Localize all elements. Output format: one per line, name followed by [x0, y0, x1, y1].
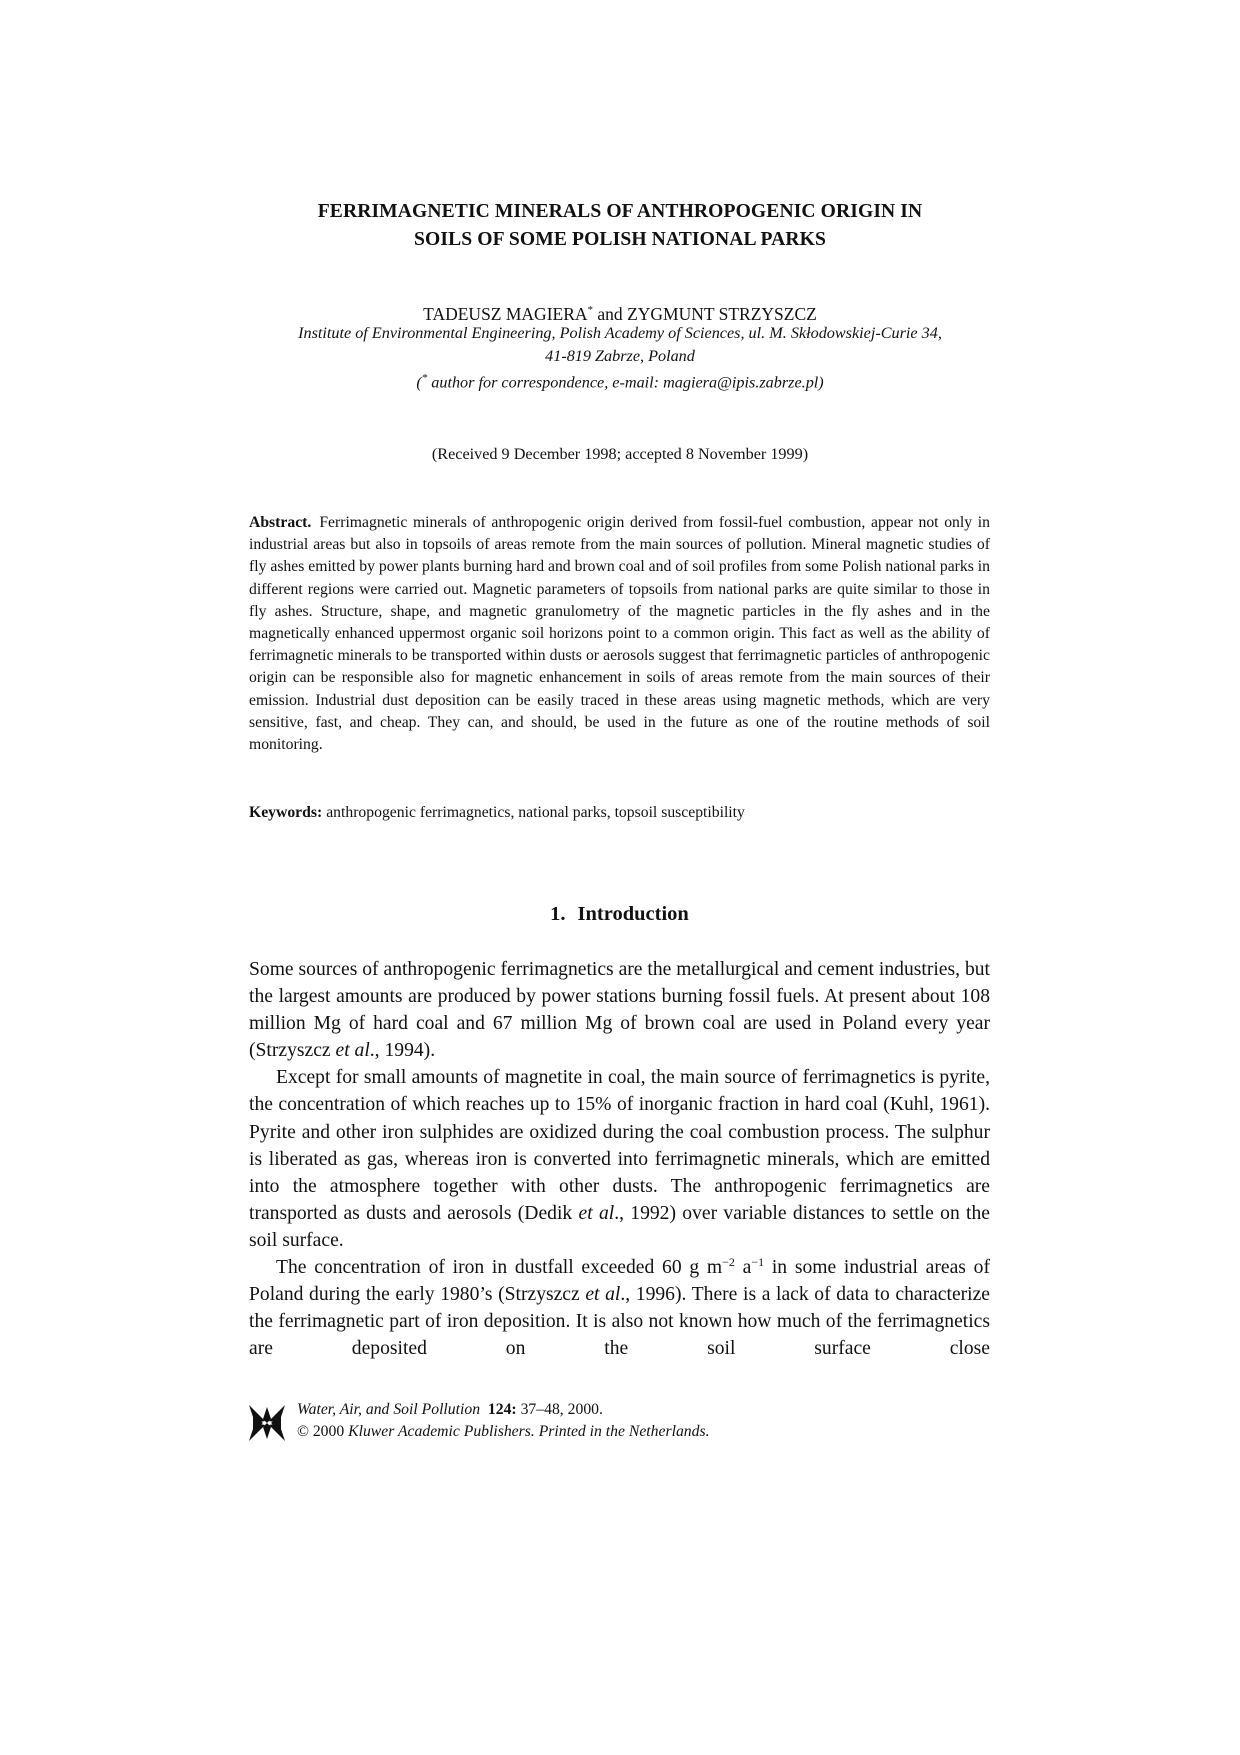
affiliation-line-2: 41-819 Zabrze, Poland — [545, 346, 695, 365]
section-number: 1. — [550, 903, 566, 925]
correspondence-mark: * — [587, 304, 594, 316]
paragraph-3: The concentration of iron in dustfall exceeded 60 g $m^{-2}$ $a^{-1}$ in some industrial areas of Poland during the early 1980’s (Strzyszcz et al., 1996). There is a lack of data to characterize the ferrimagnetic part of iron deposition. It is also not known how much of the ferrimagnetics are deposited on the soil surface close — [249, 1255, 990, 1360]
paragraph-2: Except for small amounts of magnetite in coal, the main source of ferrimagnetics is pyrite, the concentration of which reaches up to 15% of inorganic fraction in hard coal (Kuhl, 1961). Pyrite and other iron sulphides are oxidized during the coal combustion process. The sulphur is liberated as gas, whereas iron is converted into ferrimagnetic minerals, which are emitted into the atmosphere together with other dusts. The anthropogenic ferrimagnetics are transported as dusts and aerosols (Dedik et al., 1992) over variable distances to settle on the soil surface. — [249, 1067, 990, 1251]
keywords-label: Keywords: — [249, 804, 323, 821]
affiliation — [230, 322, 1010, 394]
author-joiner: and — [593, 303, 628, 324]
section-heading — [249, 900, 990, 928]
copyright-line: © 2000 Kluwer Academic Publishers. Printed in the Netherlands. — [297, 1423, 710, 1440]
received-dates: (Received 9 December 1998; accepted 8 November 1999) — [431, 445, 809, 463]
kluwer-logo-icon — [249, 1403, 285, 1443]
abstract-label: Abstract. — [249, 514, 312, 531]
author-1: TADEUSZ MAGIERA — [423, 303, 588, 324]
abstract-text: Ferrimagnetic minerals of anthropogenic origin derived from fossil-fuel combustion, appear not only in industrial areas but also in topsoils of areas remote from the main sources of pollution. Mineral magnetic studies of fly ashes emitted by power plants burning hard and brown coal and of soil profiles from some Polish national parks in different regions were carried out. Magnetic parameters of topsoils from national parks are quite similar to those in fly ashes. Structure, shape, and magnetic granulometry of the magnetic particles in the fly ashes and in the magnetically enhanced uppermost organic soil horizons point to a common origin. This fact as well as the ability of ferrimagnetic minerals to be transported within dusts or aerosols suggest that ferrimagnetic particles of anthropogenic origin can be responsible also for magnetic enhancement in soils of areas remote from the main sources of their emission. Industrial dust deposition can be easily traced in these areas using magnetic methods, which are very sensitive, fast, and cheap. They can, and should, be used in the future as one of the routine methods of soil monitoring. — [249, 514, 990, 754]
author-list — [230, 299, 1010, 325]
section-title: Introduction — [577, 903, 689, 925]
abstract — [249, 512, 990, 756]
author-2: ZYGMUNT STRZYSZCZ — [627, 303, 817, 324]
title-line-2: SOILS OF SOME POLISH NATIONAL PARKS — [414, 229, 826, 250]
affiliation-line-1: Institute of Environmental Engineering, Polish Academy of Sciences, ul. M. Skłodowskiej-Curie 34, — [298, 324, 942, 342]
journal-footer — [249, 1399, 949, 1445]
keywords-text: anthropogenic ferrimagnetics, national parks, topsoil susceptibility — [326, 804, 745, 821]
correspondence-note: (* author for correspondence, e-mail: magiera@ipis.zabrze.pl) — [416, 372, 824, 392]
body-text — [249, 956, 990, 1362]
footer-citation — [297, 1399, 710, 1443]
journal-citation: Water, Air, and Soil Pollution 124: 37–48, 2000. — [297, 1401, 603, 1418]
keywords — [249, 802, 990, 824]
paragraph-1: Some sources of anthropogenic ferrimagnetics are the metallurgical and cement industries, but the largest amounts are produced by power stations burning fossil fuels. At present about 108 million Mg of hard coal and 67 million Mg of brown coal are used in Poland every year (Strzyszcz et al., 1994). — [249, 959, 990, 1062]
title-line-1: FERRIMAGNETIC MINERALS OF ANTHROPOGENIC ORIGIN IN — [317, 201, 923, 222]
paper-title — [230, 198, 1010, 254]
